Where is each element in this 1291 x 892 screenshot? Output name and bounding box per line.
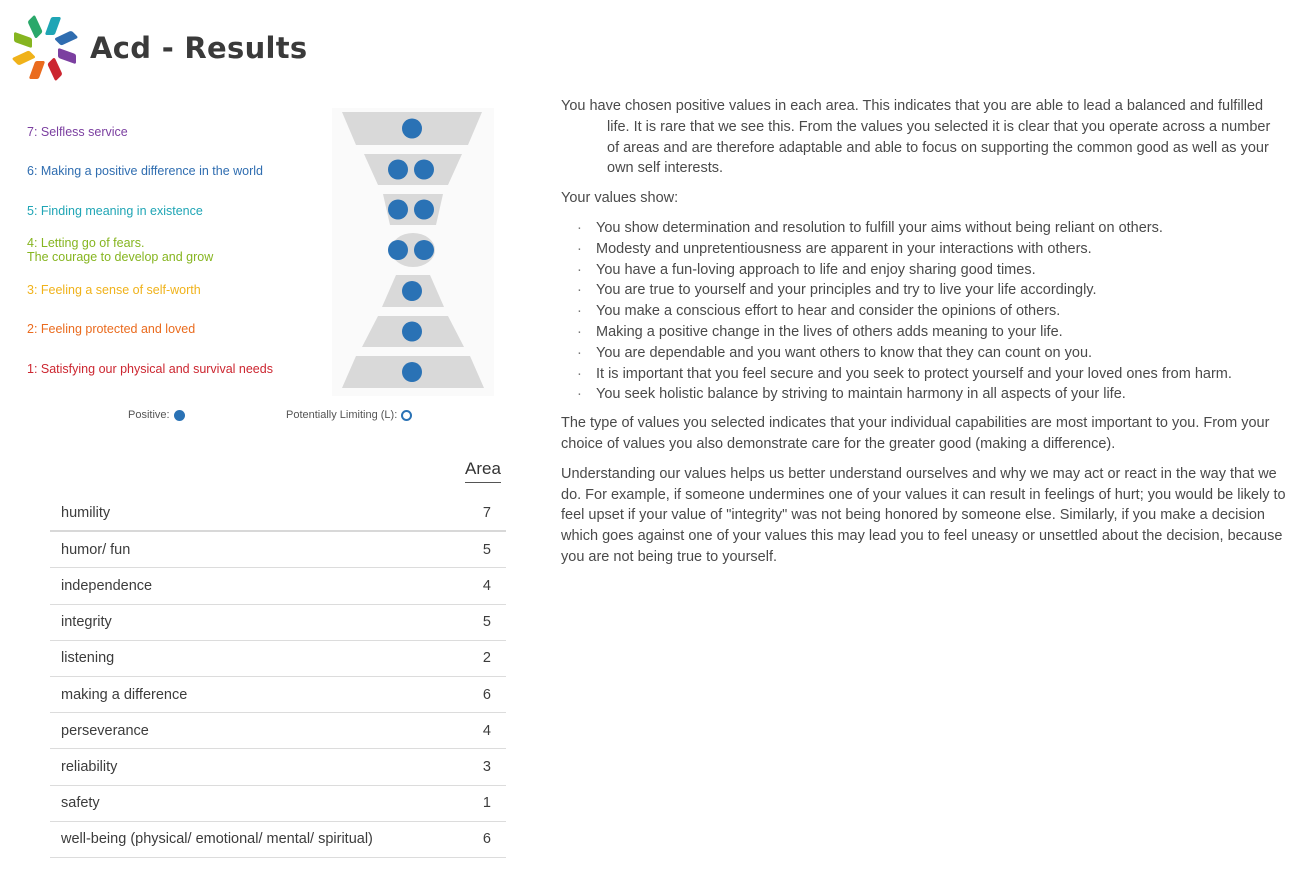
limiting-ring-icon [401,410,412,421]
values-pyramid [332,108,494,396]
level-3-label: 3: Feeling a sense of self-worth [27,283,201,297]
table-row: humility 7 [50,496,506,532]
table-row: reliability 3 [50,749,506,785]
table-row: humor/ fun 5 [50,532,506,568]
level-4-positive-dot [388,240,408,260]
values-table [50,496,506,858]
understanding-paragraph: Understanding our values helps us better understand ourselves and why we may act or react in the way that we do. For example, if someone undermines one of your values it can result in feelings of hurt; you would be likely to feel upset if your value of "integrity" was not being honored by someone else. Similarly, if you make a decision which goes against one of your values this may lead you to feel uneasy or unsettled about the decision, because you are not being true to yourself. [561,465,1286,565]
table-row: perseverance 4 [50,713,506,749]
legend-limiting-label: Potentially Limiting (L): [286,409,398,421]
list-item: · You make a conscious effort to hear and consider the opinions of others. [577,303,1061,320]
level-5-positive-dot [388,200,408,220]
level-1-positive-dot [402,362,422,382]
level-7-positive-dot [402,119,422,139]
legend-positive [128,409,185,421]
table-row: listening 2 [50,641,506,677]
level-4-label: 4: Letting go of fears. The courage to develop and grow [27,236,214,264]
list-item: · You show determination and resolution to fulfill your aims without being reliant on others. [577,219,1163,236]
level-3-positive-dot [402,281,422,301]
level-6-band [364,154,462,185]
legend-limiting [286,409,412,421]
level-6-positive-dot [414,160,434,180]
table-row: making a difference 6 [50,677,506,713]
level-4-positive-dot [414,240,434,260]
list-item: · You have a fun-loving approach to life and enjoy sharing good times. [577,261,1036,278]
level-5-positive-dot [414,200,434,220]
legend-positive-label: Positive: [128,409,170,421]
page-title: Acd - Results [90,31,308,65]
positive-dot-icon [174,410,185,421]
list-item: · Modesty and unpretentiousness are apparent in your interactions with others. [577,240,1092,257]
values-bullet-list [561,218,1286,405]
list-item: · You seek holistic balance by striving to maintain harmony in all aspects of your life. [577,386,1126,403]
logo-icon [10,13,80,83]
level-6-label: 6: Making a positive difference in the world [27,164,264,178]
level-1-label: 1: Satisfying our physical and survival needs [27,362,273,376]
level-2-positive-dot [402,322,422,342]
table-row: safety 1 [50,786,506,822]
levels-list [27,110,327,395]
intro-paragraph: You have chosen positive values in each area. This indicates that you are able to lead a balanced and fulfilled life. It is rare that we see this. From the values you selected it is clear that you operate across a number of areas and are therefore adaptable and able to focus on supporting the common good as well as your own self interests. [561,98,1271,177]
level-5-label: 5: Finding meaning in existence [27,204,203,218]
list-item: · You are true to yourself and your principles and try to live your life accordingly. [577,282,1097,299]
list-item: · It is important that you feel secure and you seek to protect yourself and your loved ones from harm. [577,365,1232,382]
level-7-label: 7: Selfless service [27,125,128,139]
level-2-label: 2: Feeling protected and loved [27,322,196,336]
table-row: independence 4 [50,568,506,604]
table-row: integrity 5 [50,605,506,641]
values-show-heading: Your values show: [561,190,679,207]
list-item: · You are dependable and you want others to know that they can count on you. [577,344,1093,361]
list-item: · Making a positive change in the lives of others adds meaning to your life. [577,323,1063,340]
area-column-header[interactable]: Area [465,459,501,483]
table-row: well-being (physical/ emotional/ mental/ spiritual) 6 [50,822,506,858]
page-header [10,12,308,84]
capabilities-paragraph: The type of values you selected indicates that your individual capabilities are most important to you. From your choice of values you also demonstrate care for the greater good (making a difference). [561,415,1270,452]
level-6-positive-dot [388,160,408,180]
analysis-text [561,96,1286,577]
